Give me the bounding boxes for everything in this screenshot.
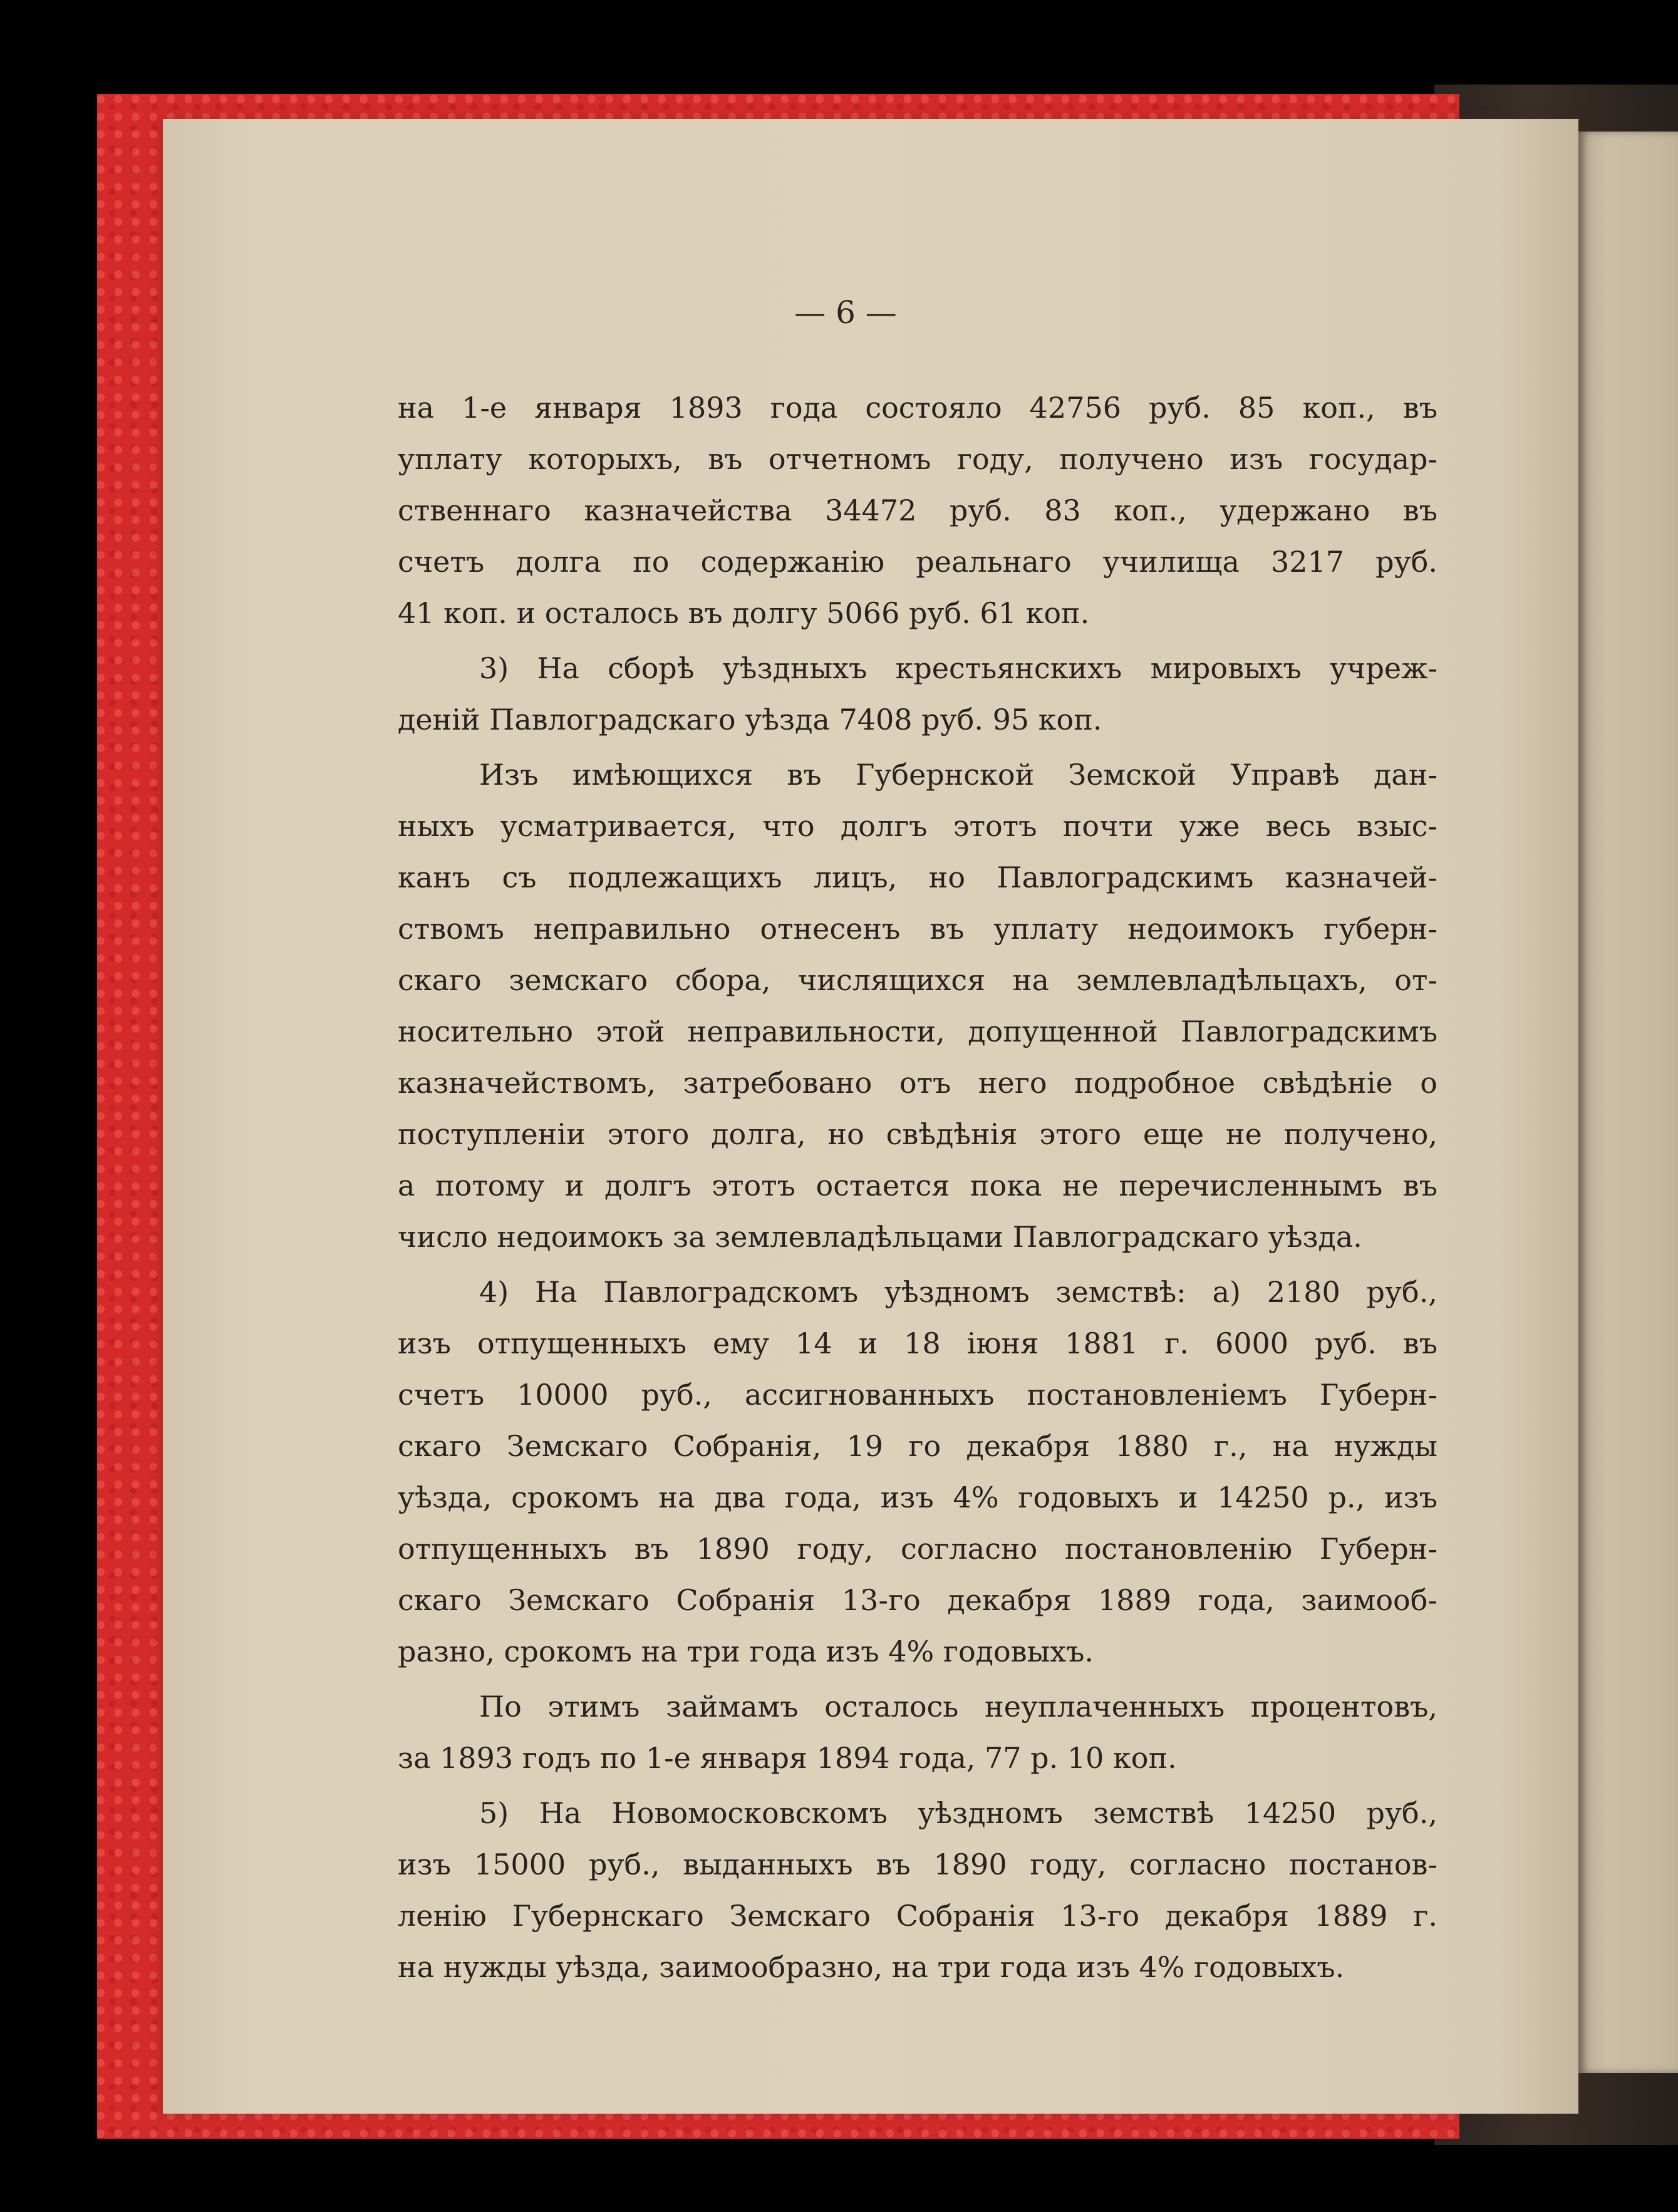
text-line: ленію Губернскаго Земскаго Собранія 13-го декабря 1889 г. [398,1899,1437,1933]
text-line: По этимъ займамъ осталось неуплаченныхъ процентовъ, [479,1690,1437,1724]
text-line: число недоимокъ за землевладѣльцами Павлоградскаго уѣзда. [398,1220,1362,1254]
text-line: а потому и долгъ этотъ остается пока не перечисленнымъ въ [398,1169,1437,1202]
facing-page-edge [1578,132,1678,2073]
text-line: 4) На Павлоградскомъ уѣздномъ земствѣ: а) 2180 руб., [479,1275,1437,1309]
paragraph-6 [398,1787,1437,1993]
text-line: разно, срокомъ на три года изъ 4% годовыхъ. [398,1635,1094,1668]
text-line: ствомъ неправильно отнесенъ въ уплату недоимокъ губерн- [398,912,1437,946]
text-line: Изъ имѣющихся въ Губернской Земской Управѣ дан- [479,758,1437,792]
text-line: за 1893 годъ по 1-е января 1894 года, 77 р. 10 коп. [398,1741,1177,1775]
text-line: отпущенныхъ въ 1890 году, согласно постановленію Губерн- [398,1532,1437,1566]
page-number: — 6 — [794,294,897,331]
text-line: 3) На сборѣ уѣздныхъ крестьянскихъ мировыхъ учреж- [479,651,1437,685]
text-line: уплату которыхъ, въ отчетномъ году, получено изъ государ- [398,442,1437,476]
text-line: поступленіи этого долга, но свѣдѣнія этого еще не получено, [398,1117,1437,1151]
paragraph-3 [398,749,1437,1263]
paragraph-2 [398,643,1437,745]
text-line: 41 коп. и осталось въ долгу 5066 руб. 61 коп. [398,596,1090,630]
text-line: канъ съ подлежащихъ лицъ, но Павлоградскимъ казначей- [398,861,1437,894]
text-line: скаго Земскаго Собранія 13-го декабря 1889 года, заимооб- [398,1583,1437,1617]
text-line: счетъ долга по содержанію реальнаго училища 3217 руб. [398,545,1437,579]
text-line: на 1-е января 1893 года состояло 42756 руб. 85 коп., въ [398,391,1437,425]
paragraph-4 [398,1266,1437,1677]
page-text [398,382,1437,1997]
text-line: уѣзда, срокомъ на два года, изъ 4% годовыхъ и 14250 р., изъ [398,1481,1437,1514]
paragraph-1 [398,382,1437,639]
text-line: деній Павлоградскаго уѣзда 7408 руб. 95 коп. [398,703,1102,736]
text-line: носительно этой неправильности, допущенной Павлоградскимъ [398,1015,1437,1048]
text-line: ныхъ усматривается, что долгъ этотъ почти уже весь взыс- [398,809,1437,843]
text-line: счетъ 10000 руб., ассигнованныхъ постановленіемъ Губерн- [398,1378,1437,1412]
text-line: скаго земскаго сбора, числящихся на землевладѣльцахъ, от- [398,963,1437,997]
text-line: на нужды уѣзда, заимообразно, на три года изъ 4% годовыхъ. [398,1950,1345,1984]
text-line: изъ 15000 руб., выданныхъ въ 1890 году, согласно постанов- [398,1848,1437,1881]
paragraph-5 [398,1681,1437,1784]
text-line: казначействомъ, затребовано отъ него подробное свѣдѣніе о [398,1066,1437,1100]
text-line: скаго Земскаго Собранія, 19 го декабря 1880 г., на нужды [398,1429,1437,1463]
text-line: 5) На Новомосковскомъ уѣздномъ земствѣ 14250 руб., [479,1796,1437,1830]
text-line: ственнаго казначейства 34472 руб. 83 коп., удержано въ [398,494,1437,527]
text-line: изъ отпущенныхъ ему 14 и 18 іюня 1881 г. 6000 руб. въ [398,1326,1437,1360]
